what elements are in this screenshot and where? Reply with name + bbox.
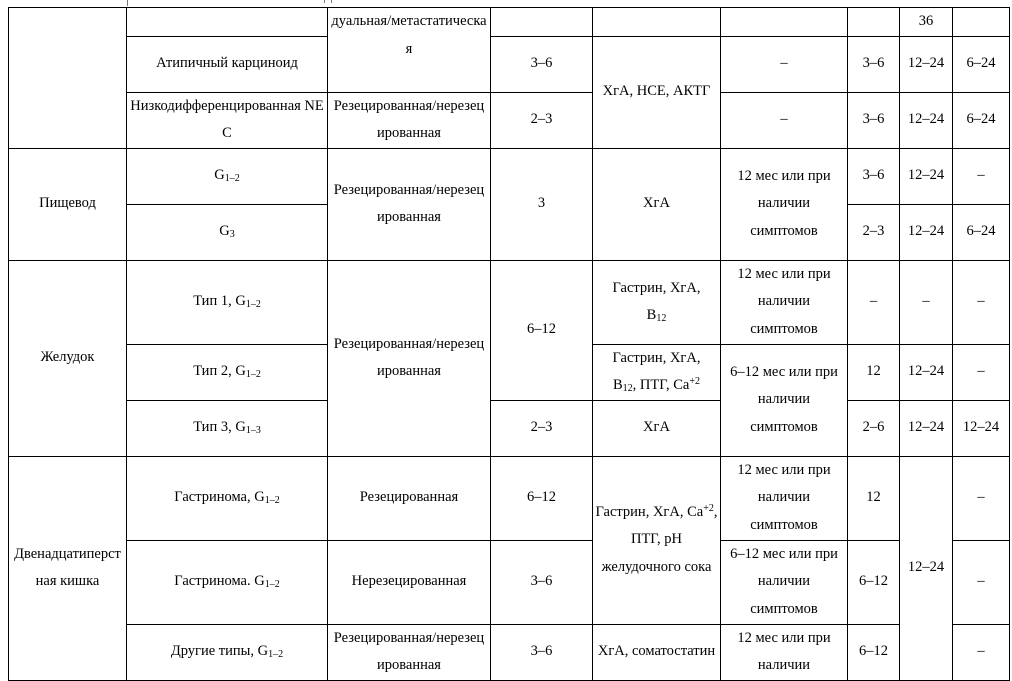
follow-up-table (8, 7, 1010, 681)
markers-cell: ХгА, соматостатин (593, 624, 721, 680)
table-row (9, 148, 1010, 204)
markers-cell: ХгА, НСЕ, АКТГ (593, 36, 721, 148)
organ-cell: Желудок (9, 260, 127, 456)
surgery-cell: Резецированная (328, 456, 491, 540)
markers-cell: ХгА (593, 148, 721, 260)
c6-cell: 12 (848, 344, 900, 400)
c8-cell: 6–24 (953, 92, 1010, 148)
table-row (9, 260, 1010, 344)
surgery-cell: Резецированная/нерезецированная (328, 260, 491, 456)
c8-cell: – (953, 540, 1010, 624)
c6-cell: 2–3 (848, 204, 900, 260)
imaging-cell: 12 мес или при наличии (721, 624, 848, 680)
c6-cell: 3–6 (848, 148, 900, 204)
subtype-cell-empty (127, 8, 328, 37)
c7-cell: 12–24 (900, 400, 953, 456)
surgery-cell: Резецированная/нерезецированная (328, 92, 491, 148)
c7-cell: 12–24 (900, 344, 953, 400)
imaging-cell: 6–12 мес или при наличии симптомов (721, 540, 848, 624)
subtype-cell: Гастринома, $G_{1-2}$ (127, 456, 328, 540)
interval-cell: 3 (491, 148, 593, 260)
markers-cell-empty (593, 8, 721, 37)
c6-cell: 6–12 (848, 624, 900, 680)
c8-cell: – (953, 148, 1010, 204)
subtype-cell: Другие типы, $G_{1-2}$ (127, 624, 328, 680)
c7-cell: 12–24 (900, 36, 953, 92)
subtype-cell: Гастринома. $G_{1-2}$ (127, 540, 328, 624)
imaging-cell: 12 мес или при наличии симптомов (721, 456, 848, 540)
surgery-cell: Нерезецированная (328, 540, 491, 624)
surgery-cell: дуальная/метастатическая (328, 8, 491, 93)
c6-cell: 6–12 (848, 540, 900, 624)
c8-cell: 6–24 (953, 204, 1010, 260)
c7-cell: 12–24 (900, 92, 953, 148)
markers-cell: ХгА (593, 400, 721, 456)
imaging-cell: – (721, 36, 848, 92)
c6-cell: 12 (848, 456, 900, 540)
table-row (9, 624, 1010, 680)
c8-cell-empty (953, 8, 1010, 37)
c8-cell: 12–24 (953, 400, 1010, 456)
subtype-cell: $G_3$ (127, 204, 328, 260)
imaging-cell: 6–12 мес или при наличии симптомов (721, 344, 848, 456)
markers-cell: Гастрин, ХгА, $Ca^{+2}$, ПТГ, pH желудочного сока (593, 456, 721, 624)
c8-cell: 6–24 (953, 36, 1010, 92)
organ-cell: Пищевод (9, 148, 127, 260)
c7-cell: 12–24 (900, 204, 953, 260)
imaging-cell: – (721, 92, 848, 148)
interval-cell: 6–12 (491, 456, 593, 540)
c6-cell-empty (848, 8, 900, 37)
c6-cell: 2–6 (848, 400, 900, 456)
c8-cell: – (953, 624, 1010, 680)
table-row (9, 8, 1010, 37)
table-row (9, 400, 1010, 456)
interval-cell: 6–12 (491, 260, 593, 400)
c8-cell: – (953, 456, 1010, 540)
table-row (9, 92, 1010, 148)
markers-cell: Гастрин, ХгА, $B_{12}$ (593, 260, 721, 344)
c6-cell: 3–6 (848, 92, 900, 148)
c6-cell: – (848, 260, 900, 344)
c8-cell: – (953, 260, 1010, 344)
interval-cell: 2–3 (491, 92, 593, 148)
organ-cell: Двенадцатиперстная кишка (9, 456, 127, 680)
organ-cell-continued (9, 8, 127, 149)
c6-cell: 3–6 (848, 36, 900, 92)
subtype-cell: Тип 3, $G_{1-3}$ (127, 400, 328, 456)
subtype-cell: Атипичный карциноид (127, 36, 328, 92)
top-edge-mark (324, 0, 332, 3)
table-row (9, 540, 1010, 624)
table-row (9, 456, 1010, 540)
interval-cell: 3–6 (491, 540, 593, 624)
interval-cell: 2–3 (491, 400, 593, 456)
interval-cell: 3–6 (491, 624, 593, 680)
subtype-cell: $G_{1-2}$ (127, 148, 328, 204)
markers-cell: Гастрин, ХгА, $B_{12}$, ПТГ, $Ca^{+2}$ (593, 344, 721, 400)
interval-cell-empty (491, 8, 593, 37)
subtype-cell: Низкодифференцированная NEC (127, 92, 328, 148)
surgery-cell: Резецированная/нерезецированная (328, 148, 491, 260)
subtype-cell: Тип 1, $G_{1-2}$ (127, 260, 328, 344)
c7-cell: – (900, 260, 953, 344)
interval-cell: 3–6 (491, 36, 593, 92)
c7-cell: 12–24 (900, 456, 953, 680)
imaging-cell: 12 мес или при наличии симптомов (721, 260, 848, 344)
imaging-cell: 12 мес или при наличии симптомов (721, 148, 848, 260)
c8-cell: – (953, 344, 1010, 400)
c7-cell: 36 (900, 8, 953, 37)
c7-cell: 12–24 (900, 148, 953, 204)
imaging-cell-empty (721, 8, 848, 37)
top-edge-mark-2 (127, 0, 128, 6)
subtype-cell: Тип 2, $G_{1-2}$ (127, 344, 328, 400)
table-row (9, 36, 1010, 92)
surgery-cell: Резецированная/нерезецированная (328, 624, 491, 680)
